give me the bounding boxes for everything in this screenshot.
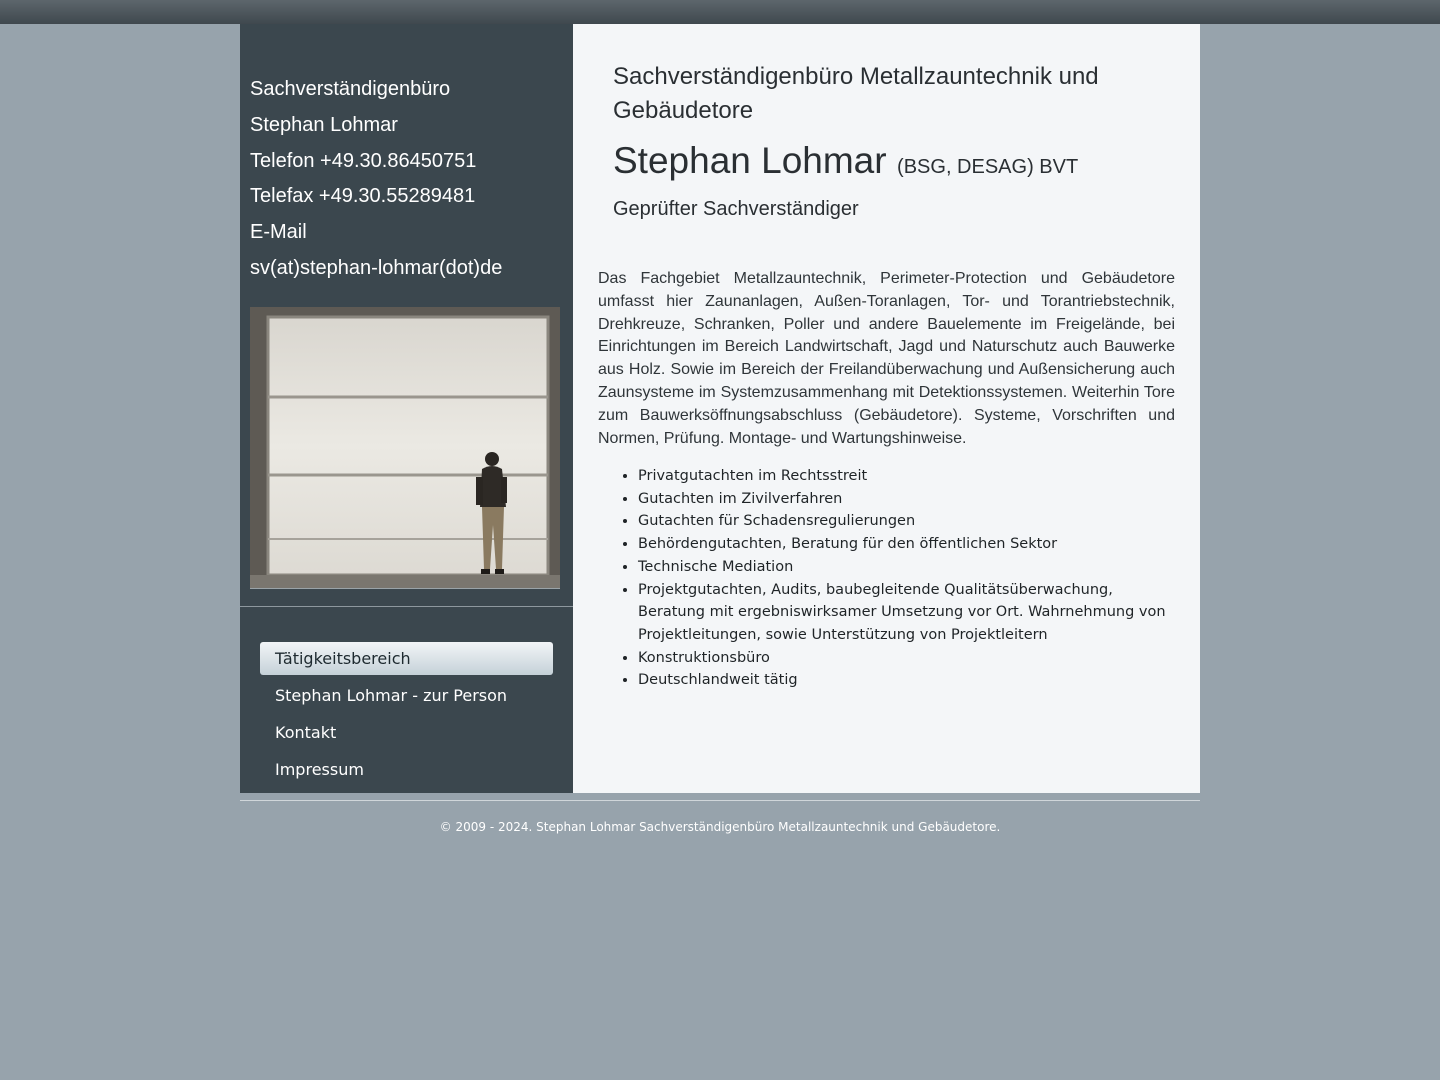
office-name: Sachverständigenbüro [250,78,451,100]
site-title: Sachverständigenbüro Metallzauntechnik und Gebäudetore [613,63,1099,124]
footer-divider [240,800,1200,801]
nav-item-taetigkeitsbereich[interactable]: Tätigkeitsbereich [260,642,553,675]
expert-name: Stephan Lohmar [613,140,887,181]
list-item: • Privatgutachten im Rechtsstreit [638,465,1175,488]
fax-number: Telefax +49.30.55289481 [250,185,476,208]
nav-item-zur-person[interactable]: Stephan Lohmar - zur Person [275,686,508,705]
gate-photo [250,307,560,589]
person-name: Stephan Lohmar [250,113,398,136]
list-item: • Konstruktionsbüro [638,647,1175,670]
top-bar [0,0,1440,24]
list-item: • Gutachten für Schadensregulierungen [638,510,1175,533]
name-heading [613,140,1078,182]
gate-photo-illustration [250,307,560,588]
main-navigation [260,642,553,790]
intro-paragraph: Das Fachgebiet Metallzauntechnik, Perimeter-Protection und Gebäudetore umfasst hier Zaunanlagen, Außen-Toranlagen, Tor- und Torantriebstechnik, Drehkreuze, Schranken, Poller und andere Bauelemente im Freigelände, bei Einrichtungen im Bereich Landwirtschaft, Jagd und Naturschutz auch Bauwerke aus Holz. Sowie im Bereich der Freilandüberwachung und Außensicherung auch Zaunsysteme im Systemzusammenhang mit Detektionssystemen. Weiterhin Tore zum Bauwerksöffnungsabschluss (Gebäudetore). Systeme, Vorschriften und Normen, Prüfung. Montage- und Wartungshinweise. [598,270,1175,447]
expert-credentials: (BSG, DESAG) BVT [897,156,1079,178]
list-item: • Deutschlandweit tätig [638,669,1175,692]
email-label: E-Mail [250,221,307,244]
content-area [573,24,1200,793]
contact-block [250,72,570,287]
list-item: • Behördengutachten, Beratung für den öffentlichen Sektor [638,533,1175,556]
nav-item-impressum[interactable]: Impressum [275,760,364,779]
list-item: • Technische Mediation [638,556,1175,579]
sidebar [240,24,573,793]
services-list [598,465,1175,692]
email-address: sv(at)stephan-lohmar(dot)de [250,256,503,279]
sidebar-divider [240,606,573,607]
footer-copyright: © 2009 - 2024. Stephan Lohmar Sachverständigenbüro Metallzauntechnik und Gebäudetore. [439,820,1001,834]
nav-item-kontakt[interactable]: Kontakt [275,723,337,742]
expert-subtitle: Geprüfter Sachverständiger [613,198,859,220]
list-item: • Gutachten im Zivilverfahren [638,488,1175,511]
phone-number: Telefon +49.30.86450751 [250,149,477,172]
list-item: • Projektgutachten, Audits, baubegleitende Qualitätsüberwachung, Beratung mit ergebniswirksamer Umsetzung vor Ort. Wahrnehmung von Projektleitungen, sowie Unterstützung von Projektleitern [638,579,1175,647]
